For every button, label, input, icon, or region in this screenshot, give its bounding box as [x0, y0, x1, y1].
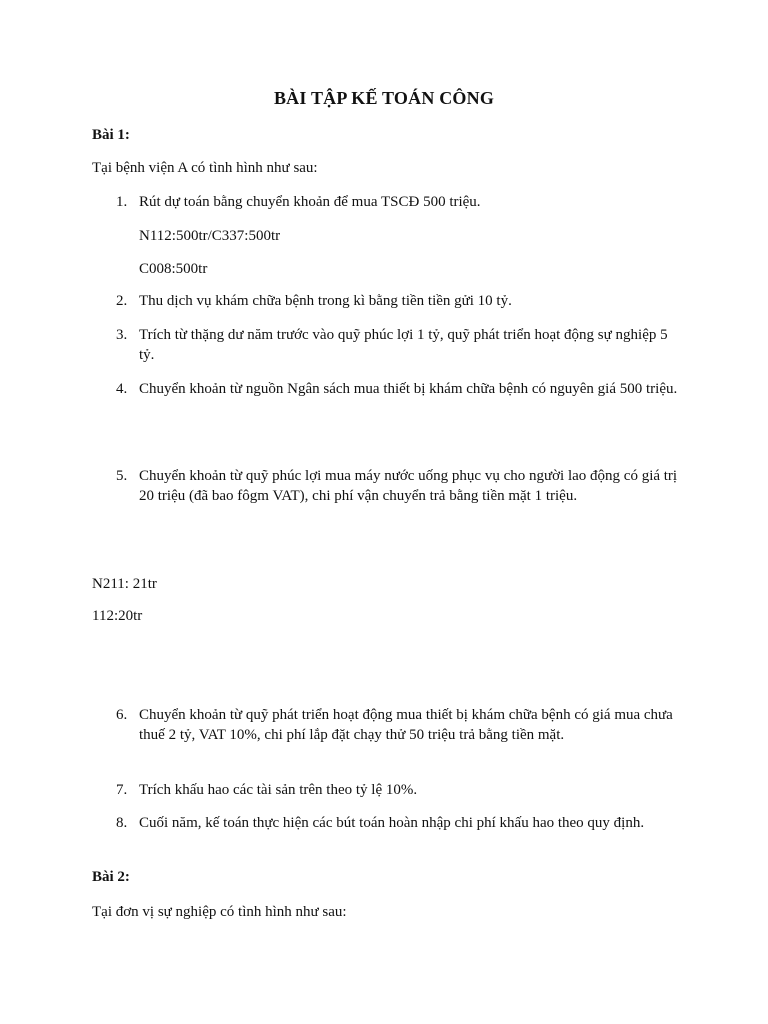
list-item-text: Chuyển khoản từ quỹ phúc lợi mua máy nước uống phục vụ cho người lao động có giá trị 20 triệu (đã bao fôgm VAT), chi phí vận chuyển trả bằng tiền mặt 1 triệu. [139, 468, 678, 504]
journal-entry: N112:500tr/C337:500tr [139, 228, 281, 244]
list-item-number: 4. [116, 381, 128, 397]
list-item-number: 5. [116, 468, 128, 484]
list-item-text: Rút dự toán bằng chuyển khoản để mua TSCĐ 500 triệu. [139, 194, 481, 210]
list-item-text: Cuối năm, kế toán thực hiện các bút toán hoàn nhập chi phí khấu hao theo quy định. [139, 815, 645, 831]
exercise-2-heading: Bài 2: [92, 869, 130, 885]
list-item-text: Thu dịch vụ khám chữa bệnh trong kì bằng tiền tiền gửi 10 tỷ. [139, 293, 512, 309]
list-item-text: Trích từ thặng dư năm trước vào quỹ phúc lợi 1 tỷ, quỹ phát triển hoạt động sự nghiệp 5 tỷ. [139, 327, 668, 363]
journal-entry: N211: 21tr [92, 576, 157, 592]
list-item-number: 1. [116, 194, 128, 210]
list-item-text: Trích khấu hao các tài sản trên theo tỷ lệ 10%. [139, 782, 418, 798]
exercise-1-intro: Tại bệnh viện A có tình hình như sau: [92, 160, 318, 176]
journal-entry: C008:500tr [139, 261, 208, 277]
list-item-number: 7. [116, 782, 128, 798]
exercise-2-intro: Tại đơn vị sự nghiệp có tình hình như sau: [92, 904, 347, 920]
exercise-1-heading: Bài 1: [92, 127, 130, 143]
list-item-number: 2. [116, 293, 128, 309]
list-item-number: 6. [116, 707, 128, 723]
list-item-text: Chuyển khoản từ nguồn Ngân sách mua thiết bị khám chữa bệnh có nguyên giá 500 triệu. [139, 381, 678, 397]
list-item-number: 3. [116, 327, 128, 343]
list-item-number: 8. [116, 815, 128, 831]
list-item-text: Chuyển khoản từ quỹ phát triển hoạt động mua thiết bị khám chữa bệnh có giá mua chưa thuế 2 tỷ, VAT 10%, chi phí lắp đặt chạy thử 50 triệu trả bằng tiền mặt. [139, 707, 673, 743]
document-title: BÀI TẬP KẾ TOÁN CÔNG [273, 88, 495, 108]
journal-entry: 112:20tr [92, 608, 143, 624]
